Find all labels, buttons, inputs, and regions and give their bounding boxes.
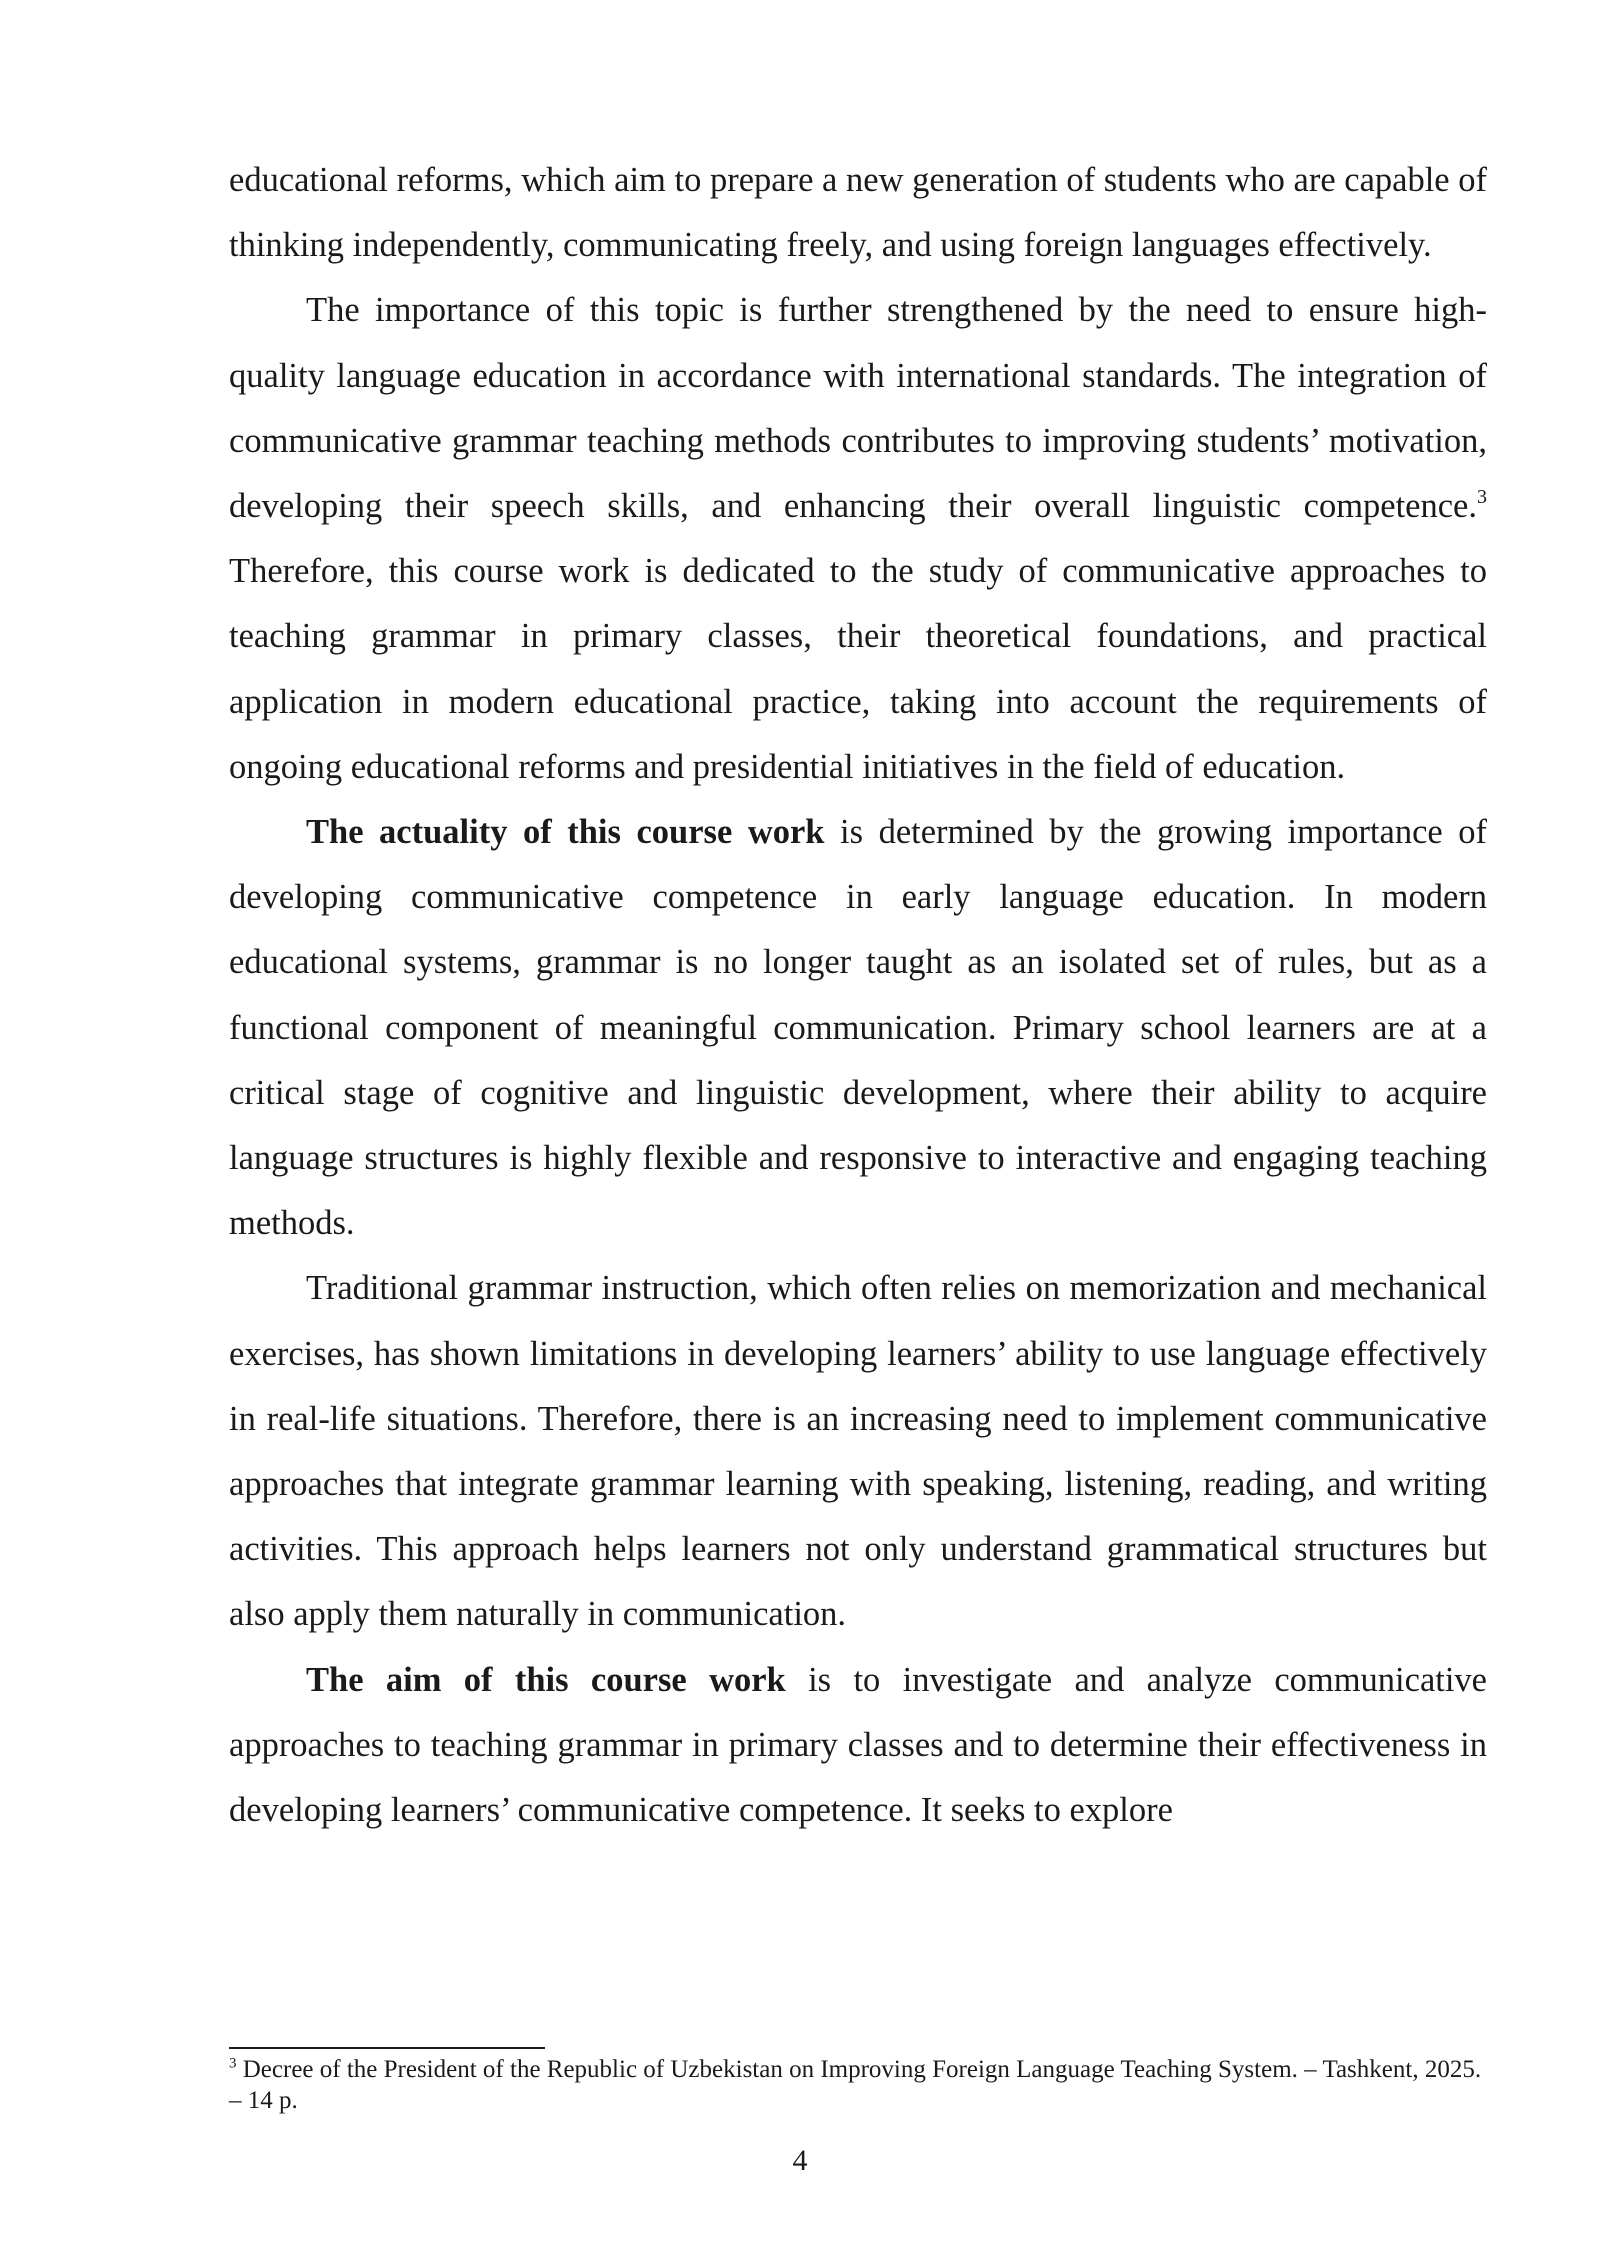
paragraph-2 xyxy=(229,278,1487,800)
footnote-separator xyxy=(229,2047,545,2049)
footnote xyxy=(229,2054,1487,2116)
body-text xyxy=(229,148,1487,1843)
footnote-number: 3 xyxy=(229,2055,237,2072)
paragraph-4-text: Traditional grammar instruction, which often relies on memorization and mechanical exercises, has shown limitations in developing learners’ ability to use language effectively in real-life situations. Therefore, there is an increasing need to implement communicative approaches that integrate grammar learning with speaking, listening, reading, and writing activities. This approach helps learners not only understand grammatical structures but also apply them naturally in communication. xyxy=(229,1269,1487,1634)
page-number: 4 xyxy=(792,2144,808,2177)
paragraph-3 xyxy=(229,800,1487,1256)
paragraph-5-bold-lead: The aim of this course work xyxy=(306,1660,786,1699)
paragraph-4 xyxy=(229,1256,1487,1647)
paragraph-2-text-before-ref: The importance of this topic is further strengthened by the need to ensure high-quality language education in accordance with international standards. The integration of communicative grammar teaching methods contributes to improving students’ motivation, developing their speech skills, and enhancing their overall linguistic competence. xyxy=(229,291,1487,526)
paragraph-1-text: educational reforms, which aim to prepare a new generation of students who are capable of thinking independently, communicating freely, and using foreign languages effectively. xyxy=(229,161,1487,265)
footnote-text: Decree of the President of the Republic of Uzbekistan on Improving Foreign Language Teaching System. – Tashkent, 2025. – 14 p. xyxy=(229,2056,1482,2114)
paragraph-5 xyxy=(229,1648,1487,1844)
paragraph-1 xyxy=(229,148,1487,278)
paragraph-5-text: is to investigate and analyze communicative approaches to teaching grammar in primary classes and to determine their effectiveness in developing learners’ communicative competence. It seeks to explore xyxy=(229,1660,1487,1830)
paragraph-2-text-after-ref: Therefore, this course work is dedicated to the study of communicative approaches to teaching grammar in primary classes, their theoretical foundations, and practical application in modern educational practice, taking into account the requirements of ongoing educational reforms and presidential initiatives in the field of education. xyxy=(229,552,1487,786)
paragraph-3-text: is determined by the growing importance of developing communicative competence in early language education. In modern educational systems, grammar is no longer taught as an isolated set of rules, but as a functional component of meaningful communication. Primary school learners are at a critical stage of cognitive and linguistic development, where their ability to acquire language structures is highly flexible and responsive to interactive and engaging teaching methods. xyxy=(229,813,1487,1243)
paragraph-3-bold-lead: The actuality of this course work xyxy=(306,813,825,852)
footnote-reference: 3 xyxy=(1477,485,1487,508)
